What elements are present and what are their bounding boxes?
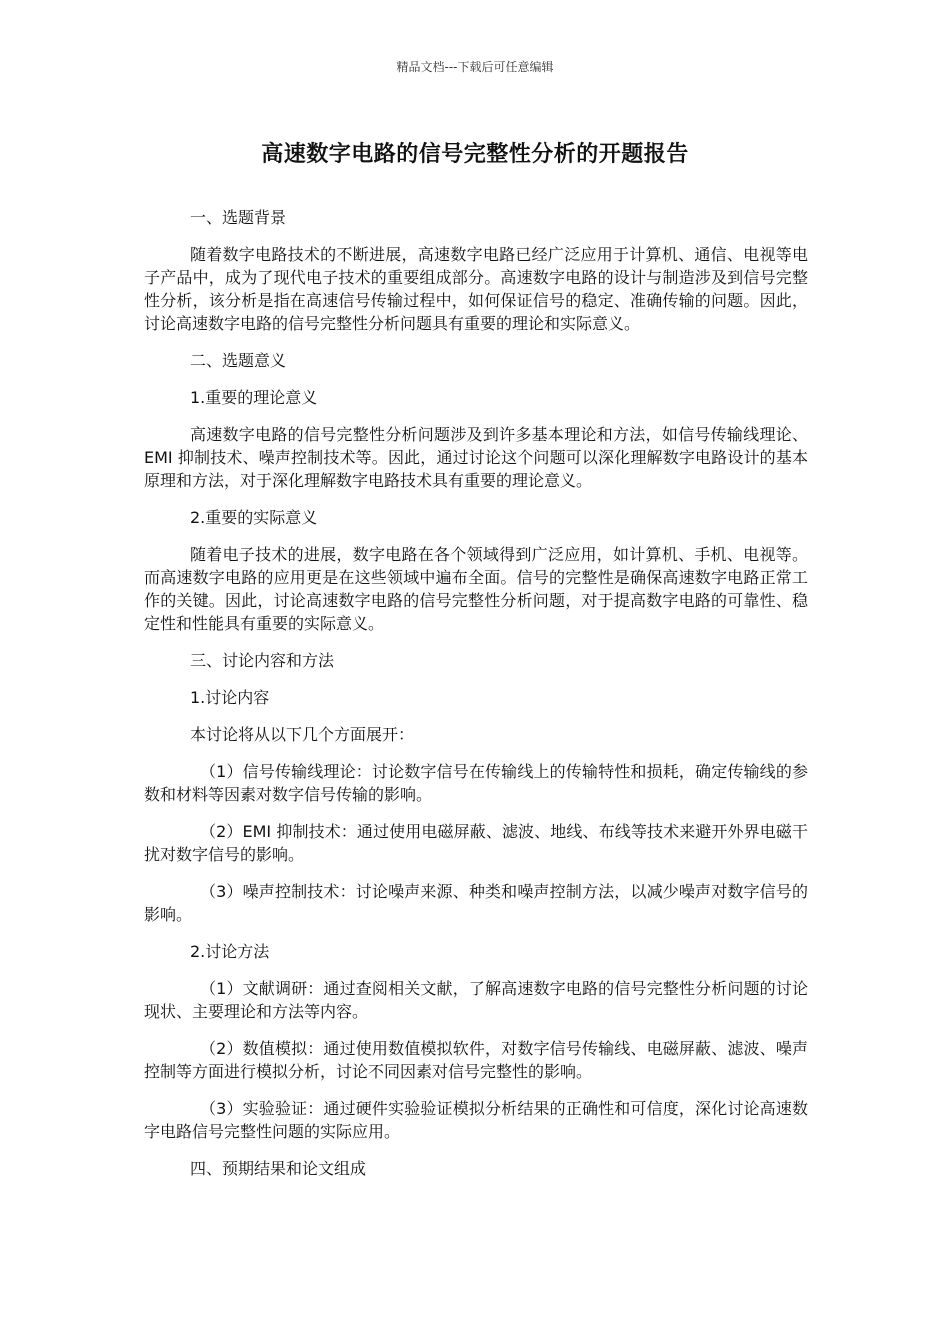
subheading-practical: 2.重要的实际意义 bbox=[190, 508, 318, 527]
paragraph-content-intro: 本讨论将从以下几个方面展开： bbox=[190, 725, 415, 744]
subheading-theoretical: 1.重要的理论意义 bbox=[190, 388, 318, 407]
section-heading-expected-results: 四、预期结果和论文组成 bbox=[190, 1159, 367, 1178]
subheading-content: 1.讨论内容 bbox=[190, 688, 270, 707]
list-item-method-1: （1）文献调研：通过查阅相关文献，了解高速数字电路的信号完整性分析问题的讨论现状、主要理论和方法等内容。 bbox=[144, 979, 808, 1021]
page-header: 精品文档---下载后可任意编辑 bbox=[396, 60, 554, 74]
paragraph-background: 随着数字电路技术的不断进展，高速数字电路已经广泛应用于计算机、通信、电视等电子产品中，成为了现代电子技术的重要组成部分。高速数字电路的设计与制造涉及到信号完整性分析，该分析是指在高速信号传输过程中，如何保证信号的稳定、准确传输的问题。因此，讨论高速数字电路的信号完整性分析问题具有重要的理论和实际意义。 bbox=[144, 245, 808, 333]
list-item-content-1: （1）信号传输线理论：讨论数字信号在传输线上的传输特性和损耗，确定传输线的参数和材料等因素对数字信号传输的影响。 bbox=[144, 762, 808, 804]
list-item-method-3: （3）实验验证：通过硬件实验验证模拟分析结果的正确性和可信度，深化讨论高速数字电路信号完整性问题的实际应用。 bbox=[144, 1099, 808, 1141]
document-body bbox=[144, 206, 808, 1194]
section-heading-background: 一、选题背景 bbox=[190, 208, 287, 227]
subheading-methods: 2.讨论方法 bbox=[190, 942, 270, 961]
list-item-method-2: （2）数值模拟：通过使用数值模拟软件，对数字信号传输线、电磁屏蔽、滤波、噪声控制等方面进行模拟分析，讨论不同因素对信号完整性的影响。 bbox=[144, 1039, 808, 1081]
paragraph-practical: 随着电子技术的进展，数字电路在各个领域得到广泛应用，如计算机、手机、电视等。而高速数字电路的应用更是在这些领域中遍布全面。信号的完整性是确保高速数字电路正常工作的关键。因此，讨论高速数字电路的信号完整性分析问题，对于提高数字电路的可靠性、稳定性和性能具有重要的实际意义。 bbox=[144, 545, 808, 633]
section-heading-significance: 二、选题意义 bbox=[190, 351, 287, 370]
list-item-content-2: （2）EMI 抑制技术：通过使用电磁屏蔽、滤波、地线、布线等技术来避开外界电磁干扰对数字信号的影响。 bbox=[144, 822, 808, 864]
list-item-content-3: （3）噪声控制技术：讨论噪声来源、种类和噪声控制方法，以减少噪声对数字信号的影响。 bbox=[144, 882, 808, 924]
section-heading-content-methods: 三、讨论内容和方法 bbox=[190, 651, 335, 670]
document-title: 高速数字电路的信号完整性分析的开题报告 bbox=[261, 142, 689, 167]
paragraph-theoretical: 高速数字电路的信号完整性分析问题涉及到许多基本理论和方法，如信号传输线理论、EMI 抑制技术、噪声控制技术等。因此，通过讨论这个问题可以深化理解数字电路设计的基本原理和方法，对于深化理解数字电路技术具有重要的理论意义。 bbox=[144, 425, 808, 490]
